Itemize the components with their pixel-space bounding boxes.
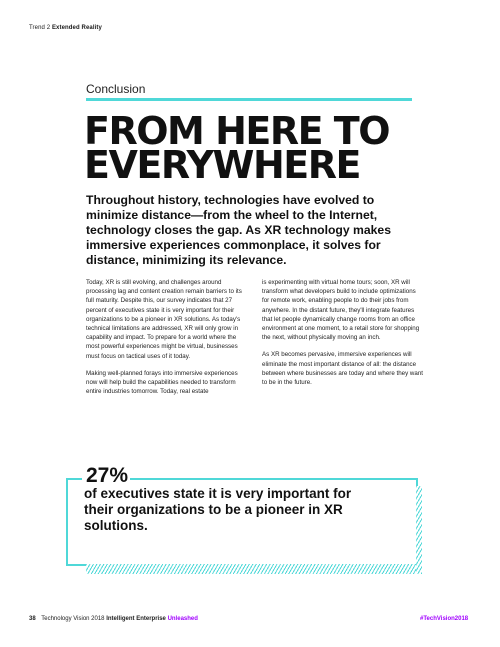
stat-text: of executives state it is very important for their organizations to be a pioneer in XR solutions.	[84, 486, 352, 533]
body-paragraph: Today, XR is still evolving, and challenges around processing lag and content creation remain barriers to its full maturity. Despite this, our survey indicates that 27 percent of executives state it is very important for their organizations to be a pioneer in XR solutions. As today's technical limitations are addressed, XR will only grow in capability and impact. To prepare for a world where the most powerful experiences might be virtual, businesses must focus on tactical uses of it today.	[86, 279, 242, 360]
section-label: Conclusion	[86, 82, 146, 96]
body-column-right	[262, 278, 424, 395]
hatch-pattern	[416, 486, 422, 574]
trend-name: Extended Reality	[51, 25, 102, 31]
stat-box-border	[118, 478, 416, 480]
headline-line-2: EVERYWHERE	[84, 143, 360, 187]
publication-name: Technology Vision 2018	[41, 616, 105, 622]
footer-hashtag: #TechVision2018	[420, 616, 469, 622]
stat-box-border	[66, 478, 82, 480]
publication-title-accent: Unleashed	[167, 616, 198, 622]
body-paragraph: is experimenting with virtual home tours; soon, XR will transform what developers build to include optimizations for remote work, enabling people to do their jobs from anywhere. In the distant future, they'll integrate features that let people dynamically change rooms from an office environment at one moment, to a retail store for shopping the next, without physically moving an inch.	[262, 279, 420, 342]
body-column-left	[86, 278, 248, 404]
stat-value: 27%	[86, 464, 129, 487]
body-paragraph: Making well-planned forays into immersive experiences now will help build the capabilities needed to transform entire industries tomorrow. Today, real estate	[86, 369, 238, 396]
headline-line-1: FROM HERE TO	[84, 109, 389, 153]
page-number: 38	[29, 616, 36, 622]
lead-paragraph: Throughout history, technologies have evolved to minimize distance—from the wheel to the Internet, technology closes the gap. As XR technology makes immersive experiences commonplace, it solves for distance, minimizing its relevance.	[86, 193, 391, 267]
trend-prefix: Trend 2	[29, 25, 51, 31]
publication-title: Intelligent Enterprise	[106, 616, 166, 622]
body-paragraph: As XR becomes pervasive, immersive experiences will eliminate the most important distance of all: the distance between where businesses are today and where they want to be in the future.	[262, 351, 423, 387]
trend-header	[29, 25, 102, 31]
headline	[84, 109, 424, 187]
footer-left	[29, 616, 198, 622]
section-rule	[86, 98, 412, 101]
hatch-pattern	[86, 564, 418, 574]
